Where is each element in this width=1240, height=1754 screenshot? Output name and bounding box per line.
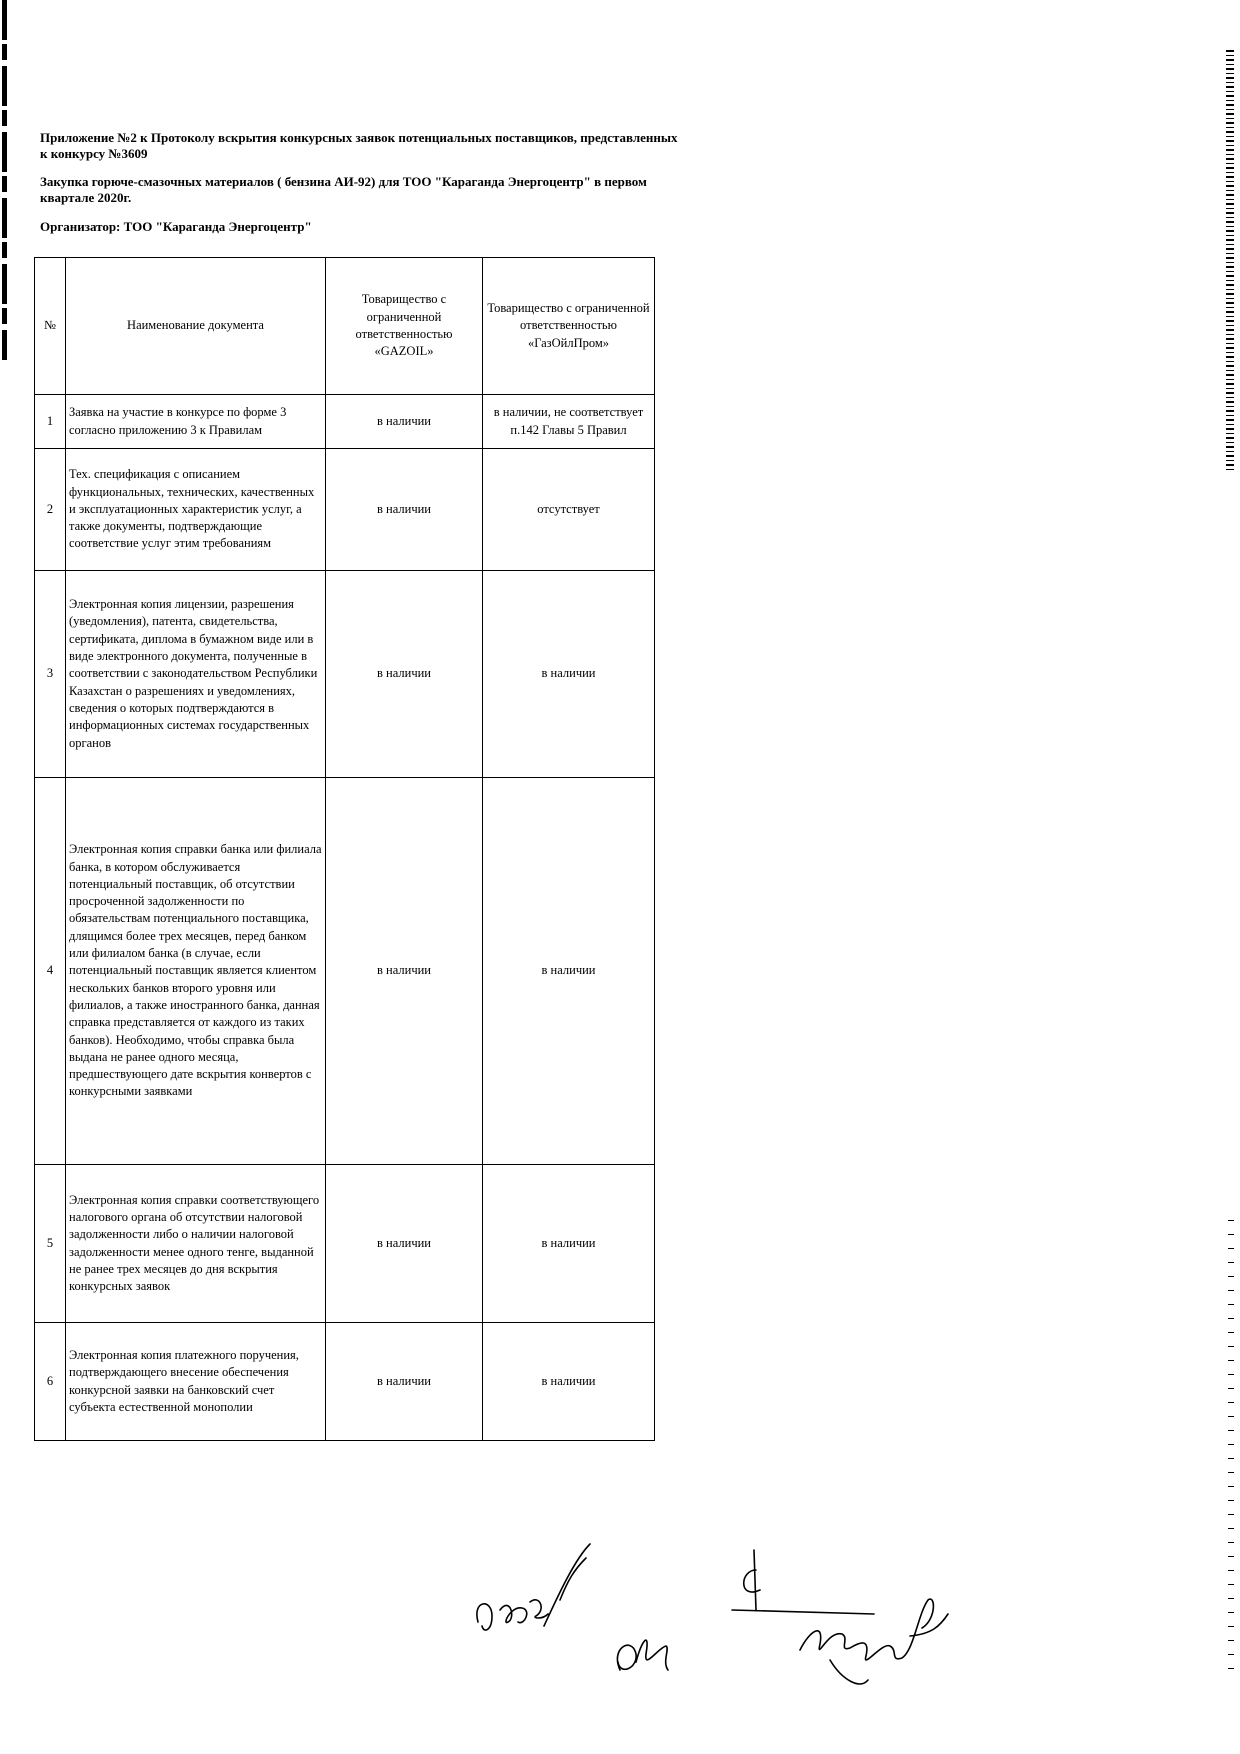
row-supplier1-status: в наличии [326,395,483,449]
table-row [35,571,655,778]
row-supplier2-status: отсутствует [483,449,655,571]
header-supplier-gazoil: Товарищество с ограниченной ответственностью «GAZOIL» [326,258,483,395]
row-supplier2-status: в наличии [483,571,655,778]
signatures [470,1530,1030,1730]
header-supplier-gazoilprom: Товарищество с ограниченной ответственностью «ГазОйлПром» [483,258,655,395]
scan-barcode-strip [1226,50,1234,470]
table-header-row [35,258,655,395]
table-row [35,778,655,1165]
row-document: Электронная копия платежного поручения, подтверждающего внесение обеспечения конкурсной заявки на банковский счет субъекта естественной монополии [66,1323,326,1441]
row-number: 5 [35,1165,66,1323]
header-number: № [35,258,66,395]
row-document: Электронная копия справки соответствующего налогового органа об отсутствии налоговой задолженности либо о наличии налоговой задолженности менее одного тенге, выданной не ранее трех месяцев до дня вскрытия конкурсных заявок [66,1165,326,1323]
row-document: Заявка на участие в конкурсе по форме 3 согласно приложению 3 к Правилам [66,395,326,449]
row-supplier2-status: в наличии, не соответствует п.142 Главы 5 Правил [483,395,655,449]
row-number: 3 [35,571,66,778]
row-supplier2-status: в наличии [483,1165,655,1323]
row-document: Электронная копия справки банка или филиала банка, в котором обслуживается потенциальный поставщик, об отсутствии просроченной задолженности по обязательствам потенциального поставщика, длящимся более трех месяцев, перед банком или филиалом банка (в случае, если потенциальный поставщик является клиентом нескольких банков второго уровня или филиалов, а также иностранного банка, данная справка представляется от каждого из таких банков). Необходимо, чтобы справка была выдана не ранее одного месяца, предшествующего дате вскрытия конвертов с конкурсными заявками [66,778,326,1165]
row-number: 1 [35,395,66,449]
header-document-name: Наименование документа [66,258,326,395]
row-supplier1-status: в наличии [326,778,483,1165]
row-supplier1-status: в наличии [326,571,483,778]
row-number: 2 [35,449,66,571]
table-row [35,1165,655,1323]
organizer-line: Организатор: ТОО "Караганда Энергоцентр" [40,219,312,234]
row-supplier1-status: в наличии [326,1165,483,1323]
row-supplier2-status: в наличии [483,1323,655,1441]
procurement-subject: Закупка горюче-смазочных материалов ( бензина АИ-92) для ТОО "Караганда Энергоцентр" в первом квартале 2020г. [40,174,647,205]
table-row [35,449,655,571]
row-document: Электронная копия лицензии, разрешения (уведомления), патента, свидетельства, сертификата, диплома в бумажном виде или в виде электронного документа, полученные в соответствии с законодательством Республики Казахстан о разрешениях и уведомлениях, сведения о которых подтверждаются в информационных системах государственных органов [66,571,326,778]
scan-edge-ticks [1228,1220,1234,1670]
row-supplier1-status: в наличии [326,1323,483,1441]
protocol-appendix-title: Приложение №2 к Протоколу вскрытия конкурсных заявок потенциальных поставщиков, представленных к конкурсу №3609 [40,130,678,161]
row-number: 4 [35,778,66,1165]
table-row [35,395,655,449]
table-row [35,1323,655,1441]
signature-3 [732,1550,874,1614]
row-supplier2-status: в наличии [483,778,655,1165]
row-supplier1-status: в наличии [326,449,483,571]
signature-1 [477,1544,590,1630]
documents-table [34,257,655,1441]
row-document: Тех. спецификация с описанием функциональных, технических, качественных и эксплуатационных характеристик услуг, а также документы, подтверждающие соответствие услуг этим требованиям [66,449,326,571]
signature-2 [617,1640,668,1670]
scan-edge-mark [2,0,7,360]
row-number: 6 [35,1323,66,1441]
